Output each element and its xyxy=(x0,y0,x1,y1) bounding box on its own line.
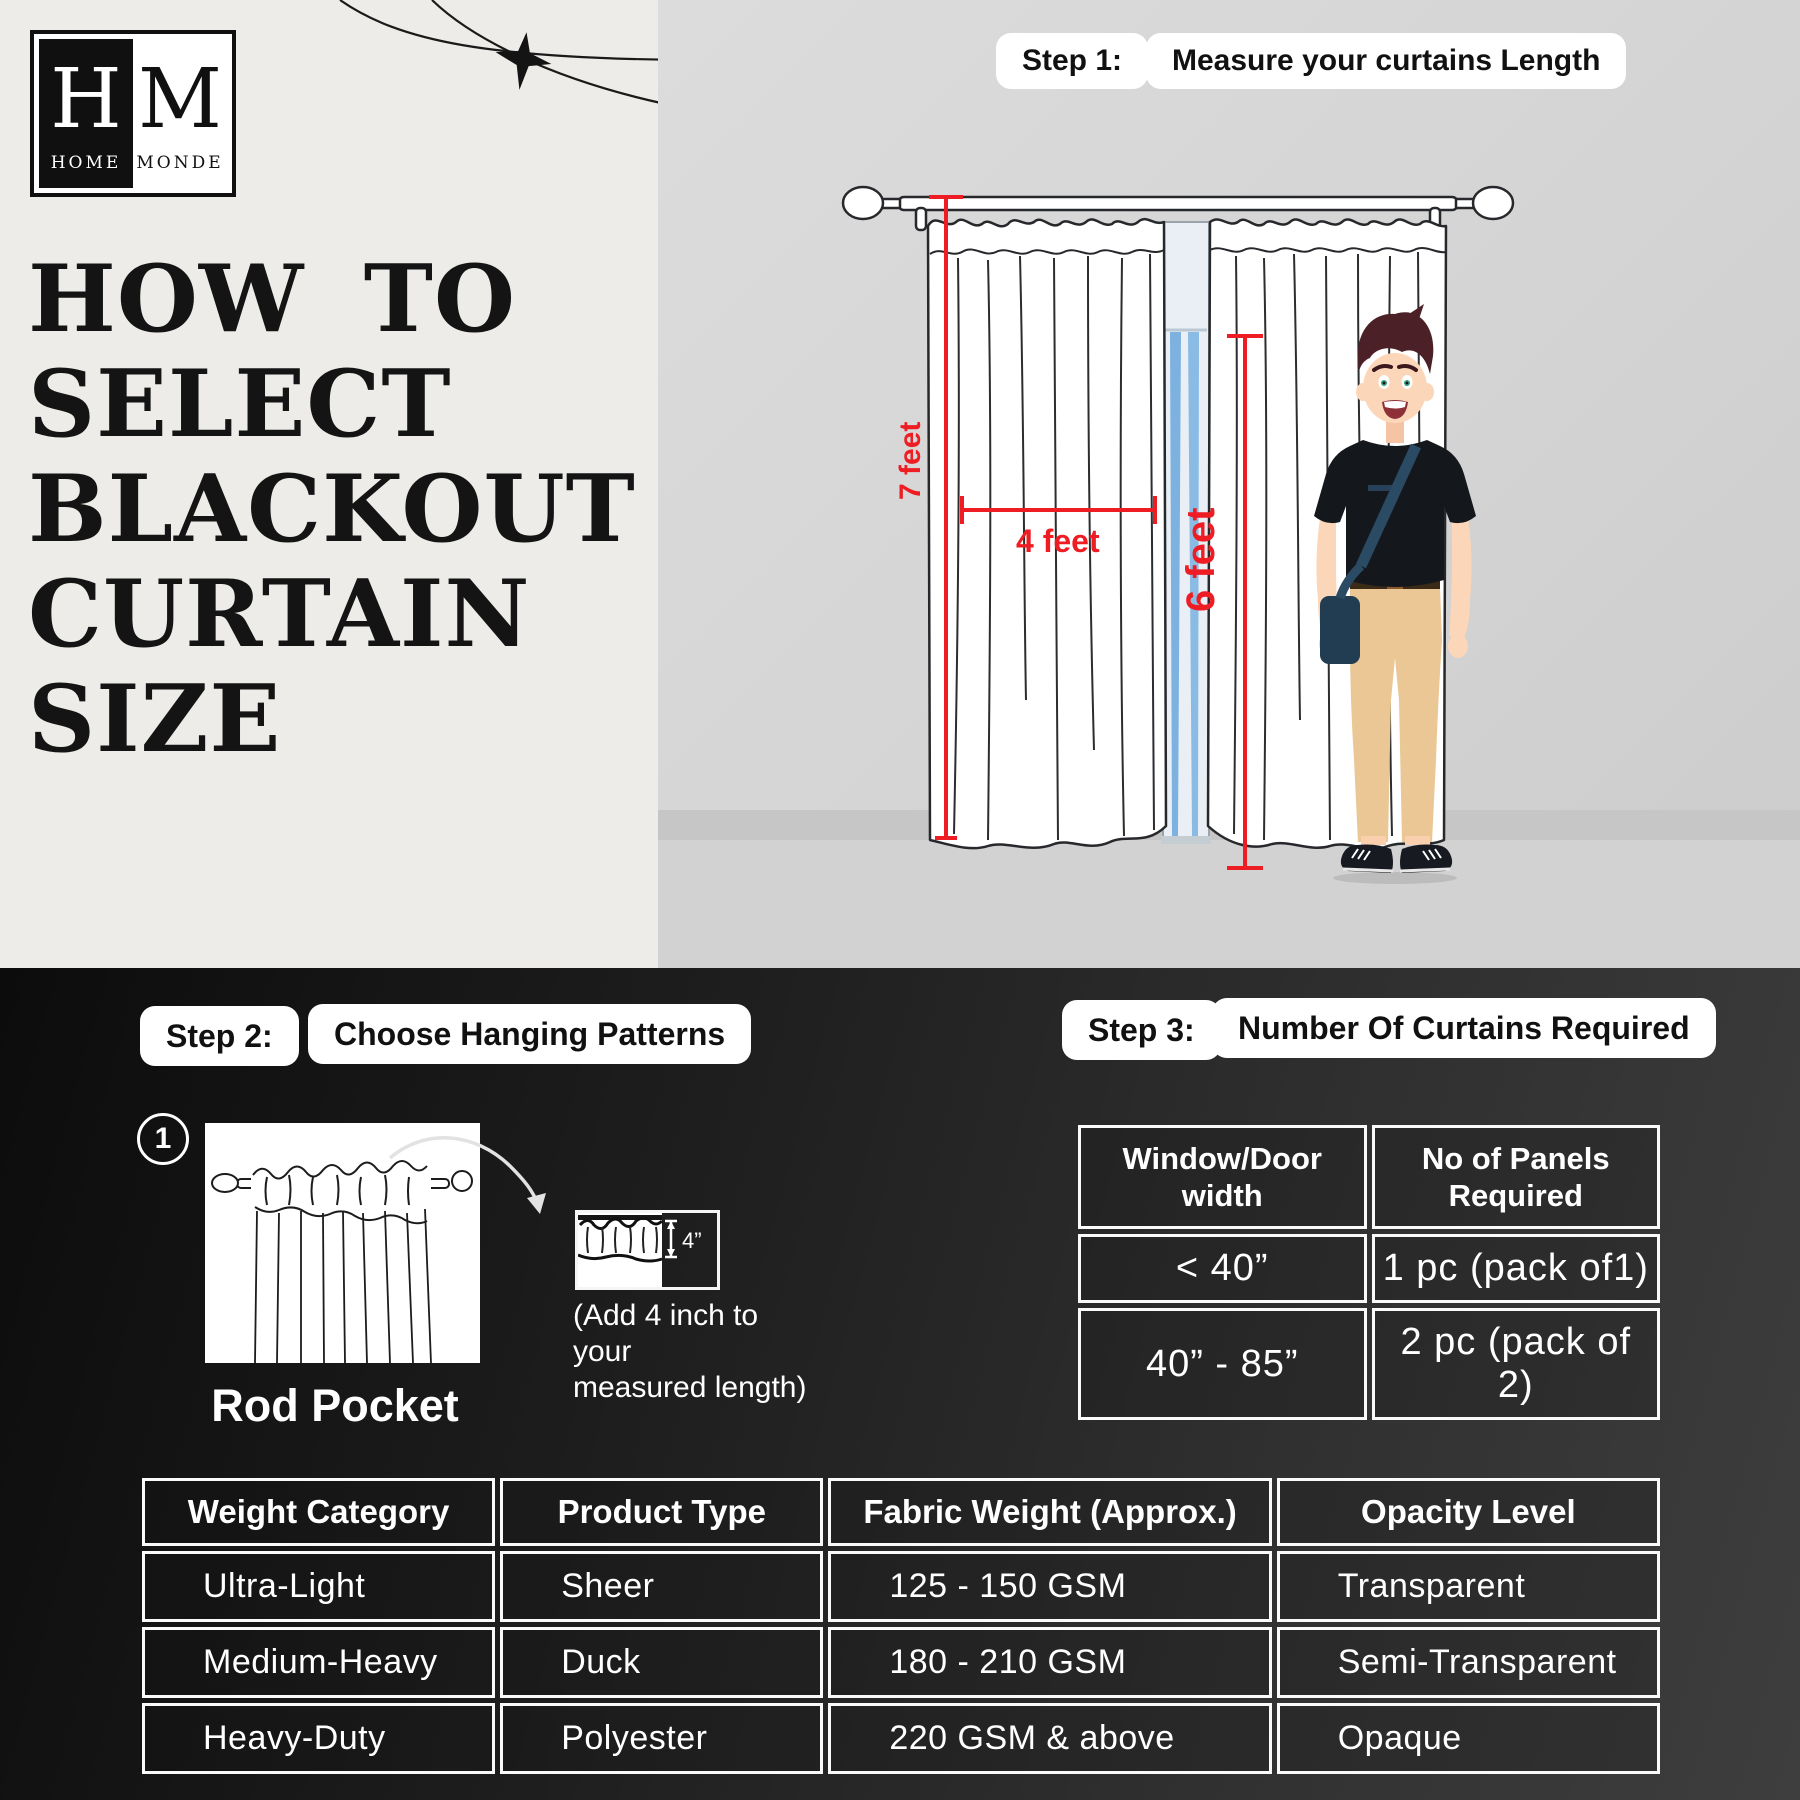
left-panel xyxy=(0,0,658,968)
logo-home-half xyxy=(39,39,133,188)
panels-cell: 1 pc (pack of1) xyxy=(1372,1234,1661,1303)
fabric-cell: 220 GSM & above xyxy=(828,1703,1271,1774)
pattern-name: Rod Pocket xyxy=(211,1380,459,1431)
fabric-cell: Opaque xyxy=(1277,1703,1660,1774)
title-line: SIZE xyxy=(28,664,282,774)
panels-required-table xyxy=(1073,1120,1665,1425)
logo-monde-half xyxy=(133,39,227,188)
pocket-depth-box xyxy=(575,1210,720,1290)
curtain-width-label: 4 feet xyxy=(1016,523,1100,559)
pocket-depth-label: 4” xyxy=(682,1228,702,1253)
logo-letter-m: M xyxy=(138,52,222,147)
fabric-cell: Sheer xyxy=(500,1551,823,1622)
pocket-note-line2: measured length) xyxy=(573,1371,807,1404)
panels-cell: < 40” xyxy=(1078,1234,1367,1303)
table-row xyxy=(1078,1308,1660,1420)
logo-word-monde: MONDE xyxy=(136,153,224,173)
table-row xyxy=(1078,1234,1660,1303)
bottom-section xyxy=(0,968,1800,1800)
curtain-measurement-illustration xyxy=(658,0,1800,968)
step3-badge xyxy=(1062,1000,1221,1060)
panels-header-count: No of Panels Required xyxy=(1372,1125,1661,1229)
title-line: CURTAIN xyxy=(28,559,531,669)
table-header-row xyxy=(1078,1125,1660,1229)
fabric-cell: Medium-Heavy xyxy=(142,1627,495,1698)
table-row xyxy=(142,1703,1660,1774)
fabric-header: Fabric Weight (Approx.) xyxy=(828,1478,1271,1546)
circled-1-icon xyxy=(137,1113,189,1165)
step3-label-badge xyxy=(1212,998,1716,1058)
fabric-weight-table xyxy=(137,1473,1665,1779)
fabric-cell: Transparent xyxy=(1277,1551,1660,1622)
rod-height-label: 7 feet xyxy=(894,421,927,500)
person-height-label: 6 feet xyxy=(1179,507,1223,612)
step2-badge-text: Step 2: xyxy=(166,1017,273,1054)
floor xyxy=(658,840,1800,968)
step1-badge-text: Step 1: xyxy=(1022,44,1123,77)
item-number: 1 xyxy=(154,1122,172,1155)
step3-label-text: Number Of Curtains Required xyxy=(1238,1009,1690,1046)
step2-badge xyxy=(140,1006,299,1066)
brand-logo xyxy=(30,30,236,197)
title-line: SELECT xyxy=(28,349,452,459)
fabric-cell: Ultra-Light xyxy=(142,1551,495,1622)
title-line: BLACKOUT xyxy=(28,454,636,564)
table-row xyxy=(142,1627,1660,1698)
pocket-depth-drawing xyxy=(578,1213,717,1287)
step2-label-badge xyxy=(308,1004,751,1064)
fabric-cell: Semi-Transparent xyxy=(1277,1627,1660,1698)
step1-label-text: Measure your curtains Length xyxy=(1172,44,1601,77)
fabric-cell: Duck xyxy=(500,1627,823,1698)
fabric-cell: Heavy-Duty xyxy=(142,1703,495,1774)
step3-badge-text: Step 3: xyxy=(1088,1011,1195,1048)
fabric-header: Product Type xyxy=(500,1478,823,1546)
pocket-note-line1: (Add 4 inch to your xyxy=(573,1299,759,1368)
table-header-row xyxy=(142,1478,1660,1546)
curved-arrow-icon xyxy=(380,1126,565,1226)
pocket-note xyxy=(573,1298,823,1406)
fabric-cell: 125 - 150 GSM xyxy=(828,1551,1271,1622)
plane-doodle-icon xyxy=(320,0,700,130)
panels-header-width: Window/Door width xyxy=(1078,1125,1367,1229)
fabric-cell: Polyester xyxy=(500,1703,823,1774)
table-row xyxy=(142,1551,1660,1622)
fabric-header: Opacity Level xyxy=(1277,1478,1660,1546)
fabric-cell: 180 - 210 GSM xyxy=(828,1627,1271,1698)
logo-letter-h: H xyxy=(50,52,122,147)
fabric-header: Weight Category xyxy=(142,1478,495,1546)
page-title xyxy=(28,244,648,774)
panels-cell: 40” - 85” xyxy=(1078,1308,1367,1420)
step2-label-text: Choose Hanging Patterns xyxy=(334,1015,726,1052)
title-line: HOW TO xyxy=(28,244,516,353)
panels-cell: 2 pc (pack of 2) xyxy=(1372,1308,1661,1420)
logo-word-home: HOME xyxy=(50,153,122,173)
